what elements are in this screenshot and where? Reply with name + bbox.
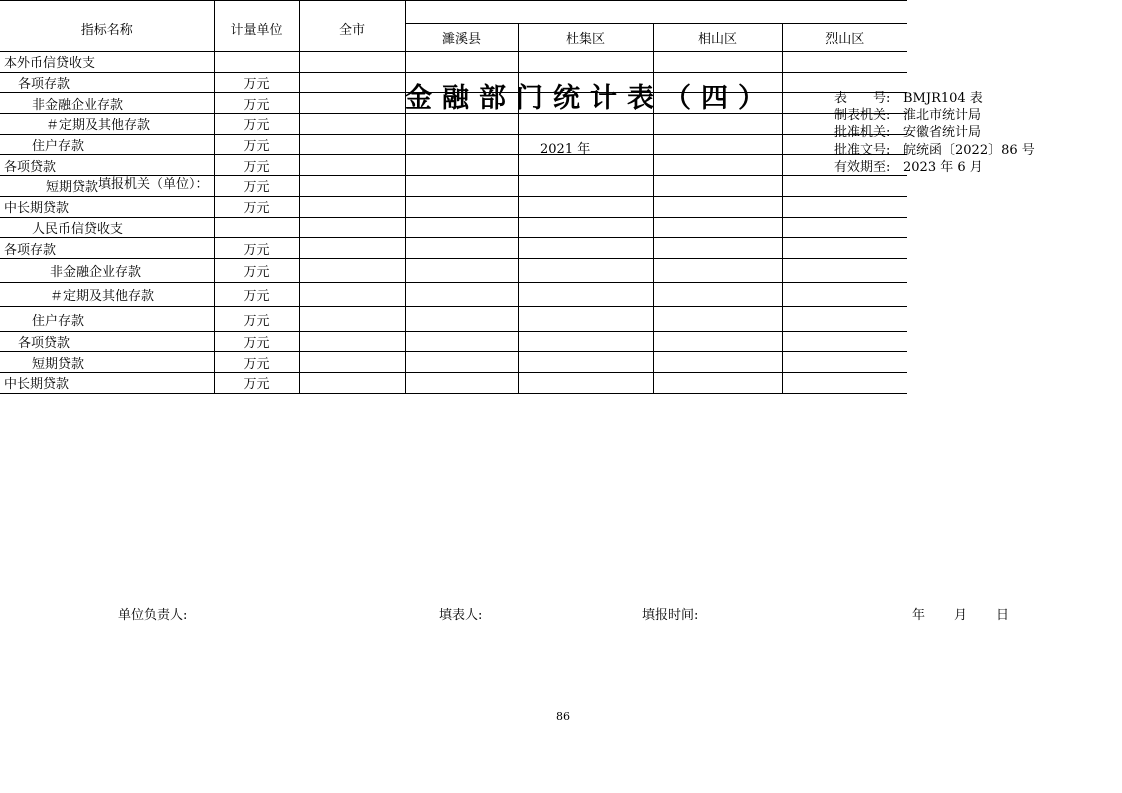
report-year: 2021 年 — [540, 142, 591, 157]
district-value-cell[interactable] — [653, 176, 782, 197]
city-value-cell[interactable] — [299, 72, 405, 93]
header-district: 杜集区 — [518, 24, 653, 52]
district-value-cell[interactable] — [405, 352, 518, 373]
unit-cell: 万元 — [214, 307, 299, 331]
table-row — [0, 52, 907, 73]
city-value-cell[interactable] — [299, 155, 405, 176]
district-value-cell[interactable] — [782, 52, 907, 73]
indicator-name: 中长期贷款 — [0, 373, 214, 394]
district-value-cell[interactable] — [405, 155, 518, 176]
meta-line — [834, 159, 1035, 176]
unit-cell: 万元 — [214, 283, 299, 307]
district-value-cell[interactable] — [782, 307, 907, 331]
indicator-name: 短期贷款 — [0, 352, 214, 373]
meta-value: 2023 年 6 月 — [903, 159, 983, 175]
meta-value: 淮北市统计局 — [903, 108, 982, 124]
table-row — [0, 331, 907, 352]
indicator-name: 短期贷款 — [0, 176, 214, 197]
indicator-name: ＃定期及其他存款 — [0, 114, 214, 135]
city-value-cell[interactable] — [299, 176, 405, 197]
header-city: 全市 — [299, 1, 405, 52]
district-value-cell[interactable] — [405, 331, 518, 352]
district-value-cell[interactable] — [518, 155, 653, 176]
meta-line — [834, 142, 1035, 159]
meta-label: 批准文号: — [834, 142, 891, 158]
district-value-cell[interactable] — [782, 352, 907, 373]
district-value-cell[interactable] — [518, 217, 653, 238]
district-value-cell[interactable] — [405, 52, 518, 73]
district-value-cell[interactable] — [653, 134, 782, 155]
unit-cell: 万元 — [214, 114, 299, 135]
district-value-cell[interactable] — [653, 217, 782, 238]
filer-label: 填报机关（单位）： — [98, 177, 209, 192]
district-value-cell[interactable] — [782, 238, 907, 259]
city-value-cell[interactable] — [299, 352, 405, 373]
district-value-cell[interactable] — [518, 196, 653, 217]
district-value-cell[interactable] — [518, 52, 653, 73]
table-row — [0, 307, 907, 331]
table-row — [0, 258, 907, 282]
district-value-cell[interactable] — [653, 238, 782, 259]
indicator-name: 各项存款 — [0, 238, 214, 259]
district-value-cell[interactable] — [782, 373, 907, 394]
header-indicator: 指标名称 — [0, 1, 214, 52]
header-unit: 计量单位 — [214, 1, 299, 52]
district-value-cell[interactable] — [518, 283, 653, 307]
head-label: 单位负责人: — [118, 608, 188, 623]
district-value-cell[interactable] — [518, 307, 653, 331]
date-day: 日 — [996, 608, 1010, 623]
meta-value: 皖统函〔2022〕86 号 — [903, 142, 1035, 158]
unit-cell: 万元 — [214, 196, 299, 217]
district-value-cell[interactable] — [653, 258, 782, 282]
unit-cell: 万元 — [214, 238, 299, 259]
indicator-name: 各项贷款 — [0, 331, 214, 352]
indicator-name: 非金融企业存款 — [0, 93, 214, 114]
meta-line — [834, 124, 1035, 141]
district-value-cell[interactable] — [653, 114, 782, 135]
district-value-cell[interactable] — [653, 155, 782, 176]
table-row — [0, 352, 907, 373]
district-value-cell[interactable] — [518, 176, 653, 197]
unit-cell: 万元 — [214, 258, 299, 282]
indicator-name: 各项贷款 — [0, 155, 214, 176]
city-value-cell[interactable] — [299, 217, 405, 238]
unit-cell — [214, 217, 299, 238]
time-label: 填报时间: — [642, 608, 699, 623]
table-row — [0, 114, 907, 135]
city-value-cell[interactable] — [299, 331, 405, 352]
page-number: 86 — [556, 710, 570, 723]
district-value-cell[interactable] — [653, 307, 782, 331]
city-value-cell[interactable] — [299, 93, 405, 114]
unit-cell: 万元 — [214, 176, 299, 197]
district-value-cell[interactable] — [782, 217, 907, 238]
district-value-cell[interactable] — [518, 352, 653, 373]
city-value-cell[interactable] — [299, 114, 405, 135]
district-value-cell[interactable] — [782, 176, 907, 197]
unit-cell: 万元 — [214, 352, 299, 373]
date-year: 年 — [912, 608, 926, 623]
header-district: 相山区 — [653, 24, 782, 52]
city-value-cell[interactable] — [299, 52, 405, 73]
indicator-name: 非金融企业存款 — [0, 258, 214, 282]
indicator-name: 人民币信贷收支 — [0, 217, 214, 238]
district-value-cell[interactable] — [653, 52, 782, 73]
city-value-cell[interactable] — [299, 283, 405, 307]
district-value-cell[interactable] — [405, 196, 518, 217]
indicator-name: ＃定期及其他存款 — [0, 283, 214, 307]
unit-cell: 万元 — [214, 373, 299, 394]
city-value-cell[interactable] — [299, 373, 405, 394]
district-value-cell[interactable] — [405, 258, 518, 282]
unit-cell: 万元 — [214, 93, 299, 114]
table-row — [0, 217, 907, 238]
meta-line — [834, 90, 1035, 107]
district-value-cell[interactable] — [405, 217, 518, 238]
date-month: 月 — [954, 608, 968, 623]
indicator-name: 各项存款 — [0, 72, 214, 93]
indicator-name: 住户存款 — [0, 134, 214, 155]
meta-label: 批准机关: — [834, 125, 891, 141]
city-value-cell[interactable] — [299, 307, 405, 331]
unit-cell: 万元 — [214, 331, 299, 352]
unit-cell: 万元 — [214, 134, 299, 155]
district-value-cell[interactable] — [782, 258, 907, 282]
meta-value: BMJR104 表 — [903, 91, 983, 106]
district-value-cell[interactable] — [518, 114, 653, 135]
district-value-cell[interactable] — [405, 134, 518, 155]
district-value-cell[interactable] — [405, 114, 518, 135]
district-value-cell[interactable] — [653, 196, 782, 217]
page-title: 金融部门统计表（四） — [405, 83, 775, 114]
city-value-cell[interactable] — [299, 258, 405, 282]
unit-cell: 万元 — [214, 155, 299, 176]
preparer-label: 填表人: — [439, 608, 483, 623]
district-value-cell[interactable] — [518, 258, 653, 282]
table-row — [0, 196, 907, 217]
header-district: 烈山区 — [782, 24, 907, 52]
unit-cell: 万元 — [214, 72, 299, 93]
indicator-name: 中长期贷款 — [0, 196, 214, 217]
city-value-cell[interactable] — [299, 134, 405, 155]
form-meta — [834, 90, 1035, 176]
meta-line — [834, 107, 1035, 124]
indicator-name: 住户存款 — [0, 307, 214, 331]
indicator-name: 本外币信贷收支 — [0, 52, 214, 73]
table-row — [0, 283, 907, 307]
statistics-table — [0, 0, 907, 394]
district-value-cell[interactable] — [518, 331, 653, 352]
district-value-cell[interactable] — [405, 283, 518, 307]
meta-value: 安徽省统计局 — [903, 125, 982, 141]
district-value-cell[interactable] — [405, 176, 518, 197]
district-value-cell[interactable] — [653, 373, 782, 394]
meta-label: 有效期至: — [834, 159, 891, 175]
district-value-cell[interactable] — [782, 196, 907, 217]
table-row — [0, 373, 907, 394]
meta-label: 制表机关: — [834, 108, 891, 124]
table-row — [0, 134, 907, 155]
district-value-cell[interactable] — [405, 373, 518, 394]
district-value-cell[interactable] — [518, 373, 653, 394]
header-district-group — [405, 1, 907, 24]
table-row — [0, 238, 907, 259]
district-value-cell[interactable] — [518, 238, 653, 259]
header-district: 濉溪县 — [405, 24, 518, 52]
city-value-cell[interactable] — [299, 238, 405, 259]
district-value-cell[interactable] — [782, 283, 907, 307]
city-value-cell[interactable] — [299, 196, 405, 217]
district-value-cell[interactable] — [782, 331, 907, 352]
unit-cell — [214, 52, 299, 73]
district-value-cell[interactable] — [653, 283, 782, 307]
district-value-cell[interactable] — [405, 307, 518, 331]
district-value-cell[interactable] — [653, 352, 782, 373]
district-value-cell[interactable] — [405, 238, 518, 259]
meta-label: 表 号: — [834, 91, 891, 106]
district-value-cell[interactable] — [653, 331, 782, 352]
